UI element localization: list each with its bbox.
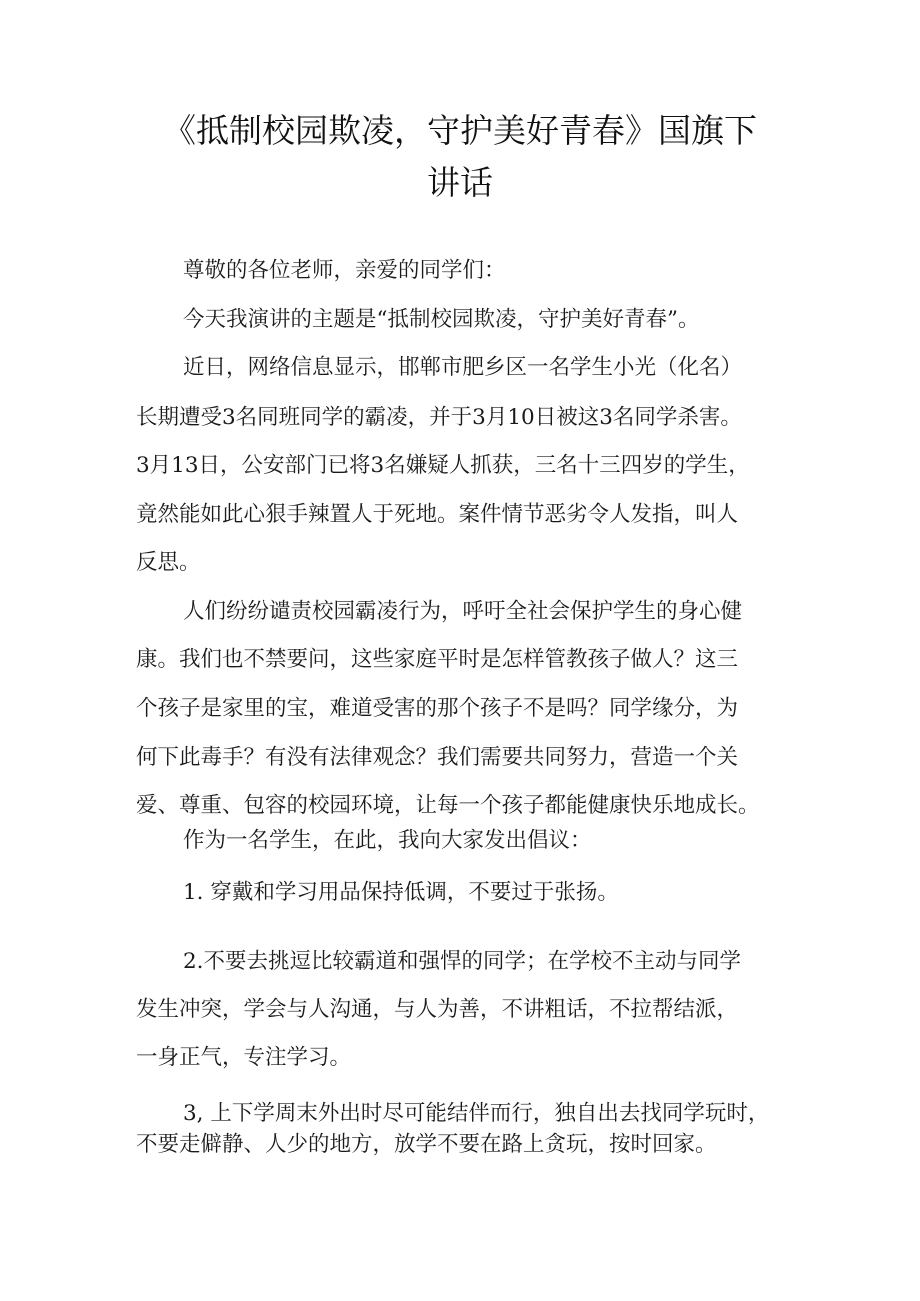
paragraph-news-line-2: 长期遭受3名同班同学的霸凌，并于3月10日被这3名同学杀害。 — [136, 405, 742, 430]
paragraph-news-line-4: 竟然能如此心狠手辣置人于死地。案件情节恶劣令人发指，叫人 — [136, 502, 739, 527]
paragraph-topic: 今天我演讲的主题是“抵制校园欺凌，守护美好青春”。 — [183, 307, 700, 332]
paragraph-news-line-5: 反思。 — [136, 550, 201, 575]
proposal-item-2-line-3: 一身正气，专注学习。 — [136, 1045, 352, 1070]
salutation: 尊敬的各位老师，亲爱的同学们： — [183, 258, 506, 283]
proposal-item-3-line-1: 3, 上下学周末外出时尽可能结伴而行，独自出去找同学玩时， — [183, 1101, 770, 1126]
paragraph-news-line-1: 近日，网络信息显示，邯郸市肥乡区一名学生小光（化名） — [183, 355, 743, 380]
document-title-line-1: 《抵制校园欺凌，守护美好青春》国旗下 — [163, 111, 757, 150]
paragraph-proposal-intro: 作为一名学生，在此，我向大家发出倡议： — [183, 828, 592, 853]
proposal-item-2-line-1: 2.不要去挑逗比较霸道和强悍的同学；在学校不主动与同学 — [183, 949, 742, 974]
paragraph-reflection-line-4: 何下此毒手？有没有法律观念？我们需要共同努力，营造一个关 — [136, 745, 739, 770]
paragraph-news-line-3: 3月13日，公安部门已将3名嫌疑人抓获，三名十三四岁的学生， — [136, 453, 750, 478]
document-title-line-2: 讲话 — [427, 163, 493, 202]
paragraph-reflection-line-2: 康。我们也不禁要问，这些家庭平时是怎样管教孩子做人？这三 — [136, 647, 739, 672]
paragraph-reflection-line-3: 个孩子是家里的宝，难道受害的那个孩子不是吗？同学缘分，为 — [136, 696, 739, 721]
paragraph-reflection-line-5: 爱、尊重、包容的校园环境，让每一个孩子都能健康快乐地成长。 — [136, 793, 760, 818]
proposal-item-3-line-2: 不要走僻静、人少的地方，放学不要在路上贪玩，按时回家。 — [136, 1132, 717, 1157]
proposal-item-2-line-2: 发生冲突，学会与人沟通，与人为善，不讲粗话，不拉帮结派， — [136, 997, 739, 1022]
paragraph-reflection-line-1: 人们纷纷谴责校园霸凌行为，呼吁全社会保护学生的身心健 — [183, 599, 743, 624]
proposal-item-1: 1. 穿戴和学习用品保持低调，不要过于张扬。 — [183, 880, 619, 905]
